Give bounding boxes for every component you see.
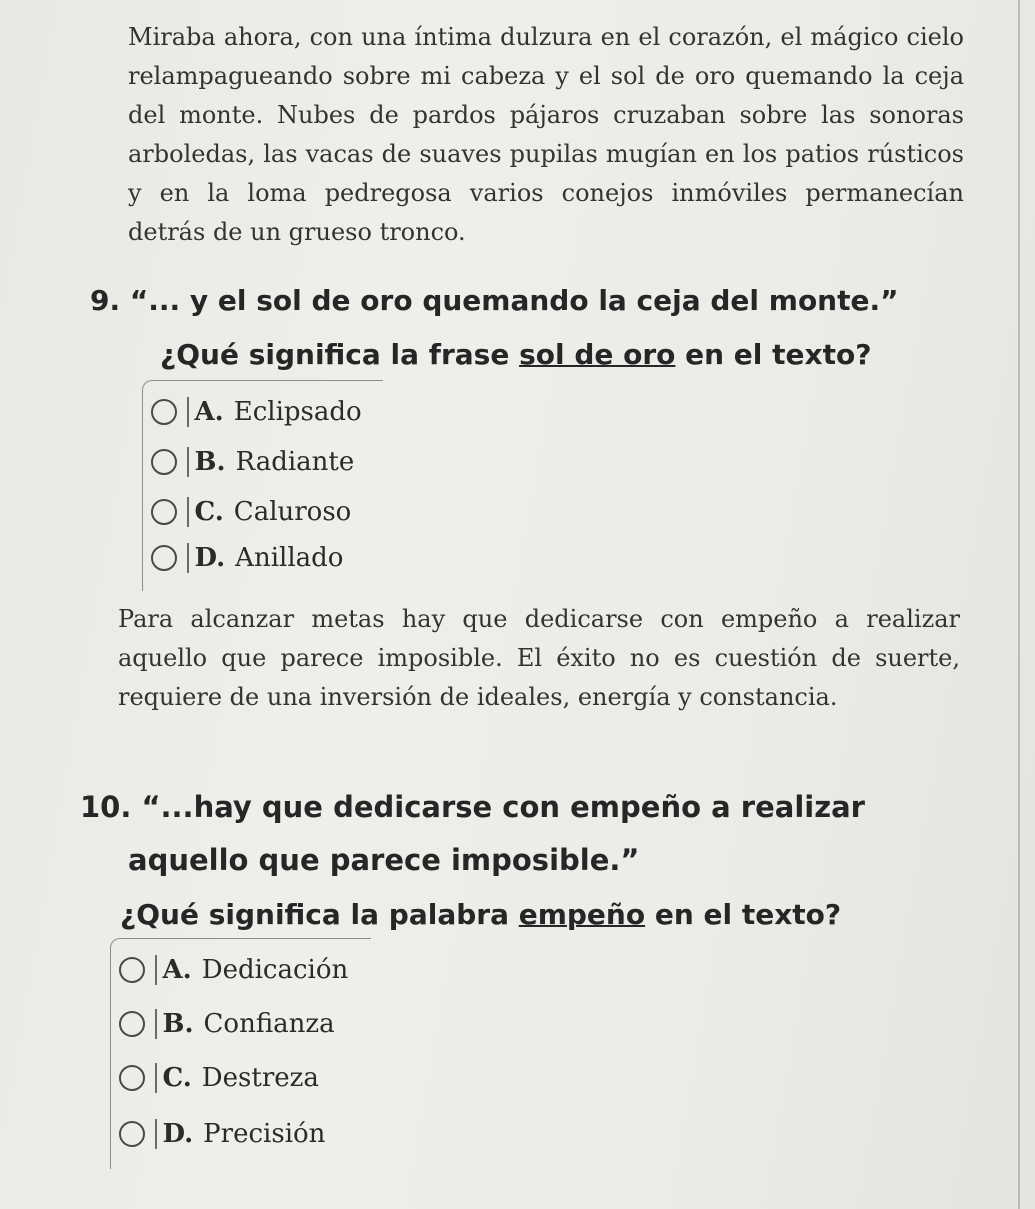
option-divider (155, 955, 157, 985)
question-9-prompt (160, 338, 871, 371)
option-text: Destreza (201, 1063, 319, 1093)
option-letter: B. (162, 1009, 194, 1039)
reading-passage-1: Miraba ahora, con una íntima dulzura en el corazón, el mágico cielo relampagueando sobre mi cabeza y el sol de oro quemando la ceja del monte. Nubes de pardos pájaros cruzaban sobre las sonoras arboledas, las vacas de suaves pupilas mugían en los patios rústicos y en la loma pedregosa varios conejos inmóviles permanecían detrás de un grueso tronco. (128, 23, 964, 246)
question-9-option-d[interactable] (143, 543, 343, 573)
option-divider (187, 497, 189, 527)
option-text: Radiante (235, 447, 355, 477)
option-text: Precisión (203, 1119, 326, 1149)
question-9-option-c[interactable] (143, 497, 351, 527)
question-9-prompt-end: en el texto? (675, 338, 872, 371)
radio-circle-icon[interactable] (119, 1011, 145, 1037)
question-9-prompt-start: ¿Qué significa la frase (160, 338, 520, 371)
option-letter: C. (162, 1063, 192, 1093)
question-9-option-b[interactable] (143, 447, 354, 477)
option-letter: D. (194, 543, 226, 573)
page-edge-rule (1018, 0, 1020, 1209)
question-9-term: sol de oro (519, 338, 676, 371)
question-9-quote: 9. “... y el sol de oro quemando la ceja del monte.” (90, 284, 899, 317)
option-divider (187, 543, 189, 573)
option-divider (155, 1009, 157, 1039)
option-text: Eclipsado (233, 397, 362, 427)
radio-circle-icon[interactable] (151, 449, 177, 475)
radio-circle-icon[interactable] (151, 499, 177, 525)
option-divider (187, 397, 189, 427)
option-text: Anillado (235, 543, 344, 573)
question-10-option-c[interactable] (111, 1063, 319, 1093)
option-letter: B. (194, 447, 226, 477)
radio-circle-icon[interactable] (119, 1065, 145, 1091)
question-10-option-b[interactable] (111, 1009, 335, 1039)
question-10-quote-line-2: aquello que parece imposible.” (128, 843, 640, 877)
question-10-option-d[interactable] (111, 1119, 325, 1149)
radio-circle-icon[interactable] (119, 1121, 145, 1147)
option-divider (155, 1063, 157, 1093)
radio-circle-icon[interactable] (151, 545, 177, 571)
question-10-prompt-start: ¿Qué significa la palabra (120, 898, 519, 931)
option-letter: D. (162, 1119, 194, 1149)
question-10-prompt (120, 898, 841, 931)
question-10-option-a[interactable] (111, 955, 348, 985)
question-9-option-a[interactable] (143, 397, 362, 427)
radio-circle-icon[interactable] (151, 399, 177, 425)
option-divider (187, 447, 189, 477)
option-text: Caluroso (233, 497, 352, 527)
option-letter: A. (162, 955, 192, 985)
question-9-options (142, 380, 383, 591)
option-letter: C. (194, 497, 224, 527)
option-letter: A. (194, 397, 224, 427)
option-divider (155, 1119, 157, 1149)
question-10-options (110, 938, 371, 1169)
option-text: Confianza (203, 1009, 335, 1039)
radio-circle-icon[interactable] (119, 957, 145, 983)
question-10-prompt-end: en el texto? (645, 898, 842, 931)
question-10-term: empeño (518, 898, 646, 931)
option-text: Dedicación (201, 955, 349, 985)
reading-passage-2: Para alcanzar metas hay que dedicarse con empeño a realizar aquello que parece imposible. El éxito no es cuestión de suerte, requiere de una inversión de ideales, energía y constancia. (118, 605, 960, 711)
question-10-quote-line-1: 10. “...hay que dedicarse con empeño a realizar (80, 790, 865, 824)
